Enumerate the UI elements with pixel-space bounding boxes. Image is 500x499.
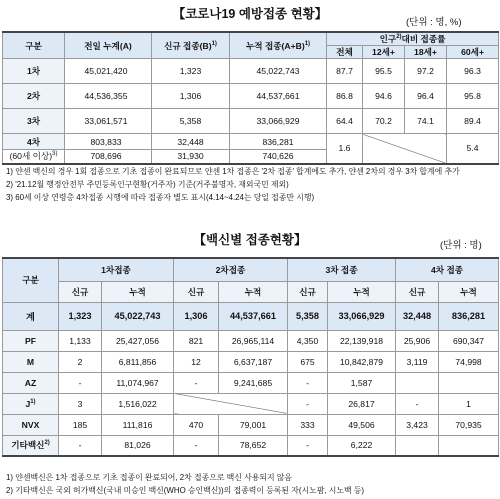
header-age12: 12세+ (363, 46, 405, 59)
table-row: 3차 33,061,571 5,358 33,066,929 64.4 70.2 74.1 89.4 (3, 109, 499, 134)
vaccination-status-title: 【코로나19 예방접종 현황】 (172, 7, 328, 21)
header-division: 구분 (3, 32, 65, 59)
table-row: (60세 이상)$^{3)}$ 708,696 31,930 740,626 (3, 150, 499, 164)
header-pop-rate: 인구$^{2)}$대비 접종률 (327, 32, 499, 46)
unit-label-2: (단위 : 명) (440, 240, 482, 251)
table-row: PF 1,133 25,427,056 821 26,965,114 4,350 22,139,918 25,906 690,347 (3, 330, 499, 351)
table-row: 기타백신$^{2)}$ - 81,026 - 78,652 - 6,222 (3, 435, 499, 456)
header-age18: 18세+ (405, 46, 447, 59)
header-new: 신규 접종$(B)^{1)}$ (152, 32, 230, 59)
header-total: 전체 (327, 46, 363, 59)
header-dose3: 3차 접종 (288, 258, 396, 281)
header-division-2: 구분 (3, 258, 59, 302)
table-row: 2차 44,536,355 1,306 44,537,661 86.8 94.6 96.4 95.8 (3, 84, 499, 109)
header-dose1: 1차접종 (59, 258, 174, 281)
unit-label-1: (단위 : 명, %) (406, 17, 462, 28)
header-dose2: 2차접종 (174, 258, 288, 281)
vaccine-status-title: 【백신별 접종현황】 (193, 233, 307, 247)
header-dose4: 4차 접종 (396, 258, 499, 281)
header-cum: 누적 접종$(A+B)^{1)}$ (230, 32, 327, 59)
notes-1: 1) 얀센 백신의 경우 1회 접종으로 기초 접종이 완료되므로 얀센 1차 접종은 '2차 접종' 합계에도 추가, 얀센 2차의 경우 3차 합계에 추가 2) '21.12월 행정안전부 주민등록인구현황(거주자) 기준(거주불명자, 재외국민 제외) 3) 60세 이상 연령층 4차접종 시행에 따라 접종자 별도 표시(4.14~4.24는 당일 접종만 시행) (6, 167, 460, 202)
empty-cell (174, 393, 288, 414)
table-row: $J^{1)}$ 3 1,516,022 - 26,817 - 1 (3, 393, 499, 414)
header-prev-cum: 전일 누계(A) (65, 32, 152, 59)
table-row: 1차 45,021,420 1,323 45,022,743 87.7 95.5 97.2 96.3 (3, 59, 499, 84)
vaccination-status-table (2, 31, 499, 165)
table-row: NVX 185 111,816 470 79,001 333 49,506 3,423 70,935 (3, 414, 499, 435)
header-age60: 60세+ (447, 46, 499, 59)
table-row: AZ - 11,074,967 - 9,241,685 - 1,587 (3, 372, 499, 393)
vaccine-status-table: 구분 1차접종 2차접종 3차 접종 4차 접종 신규 누적 신규 누적 신규 누적 신규 누적 계 1,323 45,022,743 1,306 44,537,661 5,358 33,066,929 32,448 836,281 PF 1,133 25,427,056 821 26,965,114 4,350 22,139,918 25,906 690,347 M 2 6,811,856 12 6,637,187 675 10,842,879 3,119 74,998 AZ - 11,074,967 - 9,241,685 - 1,587 $J^{1)}$ 3 1,516,022 - 26,817 - 1 NVX 185 111,816 470 79,001 333 49,506 3,423 70,935 기타백신$^{2)}$ - 81,026 - 78,652 - 6,222 (2, 257, 499, 457)
empty-cell (363, 134, 447, 164)
table-row: M 2 6,811,856 12 6,637,187 675 10,842,879 3,119 74,998 (3, 351, 499, 372)
total-row: 계 1,323 45,022,743 1,306 44,537,661 5,358 33,066,929 32,448 836,281 (3, 302, 499, 330)
table-row: 4차 803,833 32,448 836,281 1.6 5.4 (3, 134, 499, 150)
notes-2: 1) 얀센백신은 1차 접종으로 기초 접종이 완료되어, 2차 접종으로 백신 사용되지 않음 2) 기타백신은 국외 허가백신(국내 미승인 백신(WHO 승인백신))의 접종력이 등록된 자(시노팜, 시노백 등) (6, 473, 365, 495)
